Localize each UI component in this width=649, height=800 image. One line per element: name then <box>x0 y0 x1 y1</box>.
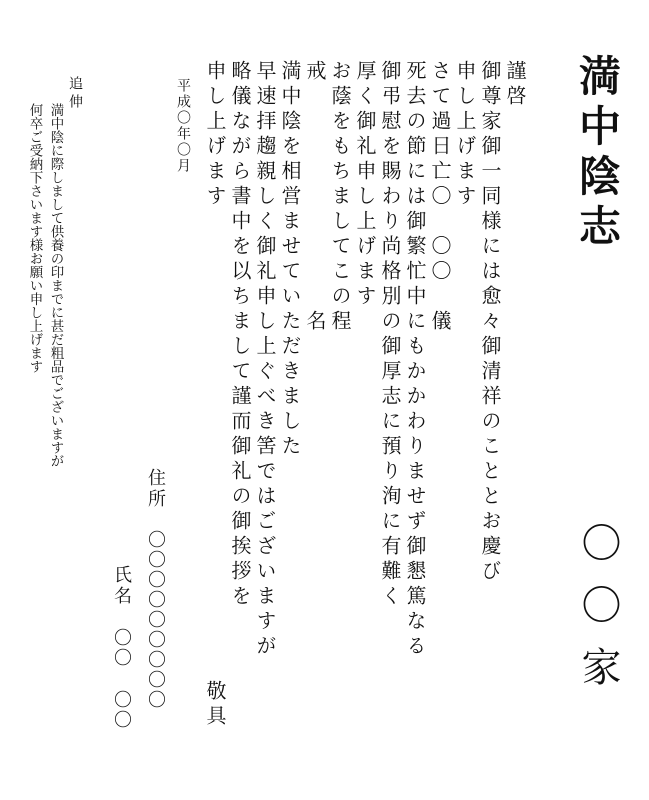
document-title: 満中陰志 <box>573 54 622 254</box>
postscript-line-1: 満中陰に際しまして供養の印までに甚だ粗品でございますが <box>47 103 64 468</box>
letter-date: 平成〇年〇月 <box>175 78 191 174</box>
letter-line-5: 死去の節には御繁忙中にもかかわりませず御懇篤なる <box>403 60 427 660</box>
letter-line-13: 申し上げます <box>203 60 227 210</box>
letter-line-4: さて過日亡〇 〇〇 儀 <box>428 60 452 335</box>
postscript-line-2: 何卒ご受納下さいます様お願い申し上げます <box>26 103 43 373</box>
letter-line-11: 早速拝趨親しく御礼申し上ぐべき筈ではございますが <box>253 60 277 660</box>
closing-keigu: 敬具 <box>203 680 227 730</box>
letter-line-3: 申し上げます <box>453 60 477 210</box>
letter-line-10: 満中陰を相営ませていただきました <box>278 60 302 460</box>
letter-line-9-kaimyo: 戒 名 <box>303 60 327 335</box>
address-label: 住所 <box>145 468 166 510</box>
family-name: 〇〇家 <box>575 522 621 708</box>
name-value-1: 〇〇 <box>111 628 132 668</box>
letter-line-7: 厚く御礼申し上げます <box>353 60 377 310</box>
letter-line-8: お蔭をもちましてこの程 <box>328 60 352 335</box>
postscript-label: 追伸 <box>67 76 83 112</box>
letter-line-12: 略儀ながら書中を以ちまして謹而御礼の御挨拶を <box>228 60 252 610</box>
name-value-2: 〇〇 <box>111 690 132 730</box>
address-value: 〇〇〇〇〇〇〇〇〇 <box>145 530 166 710</box>
letter-line-1: 謹啓 <box>503 60 527 110</box>
name-label: 氏名 <box>111 565 132 607</box>
letter-line-6: 御弔慰を賜わり尚格別の御厚志に預り洵に有難く <box>378 60 402 610</box>
letter-line-2: 御尊家御一同様には愈々御清祥のこととお慶び <box>478 60 502 585</box>
